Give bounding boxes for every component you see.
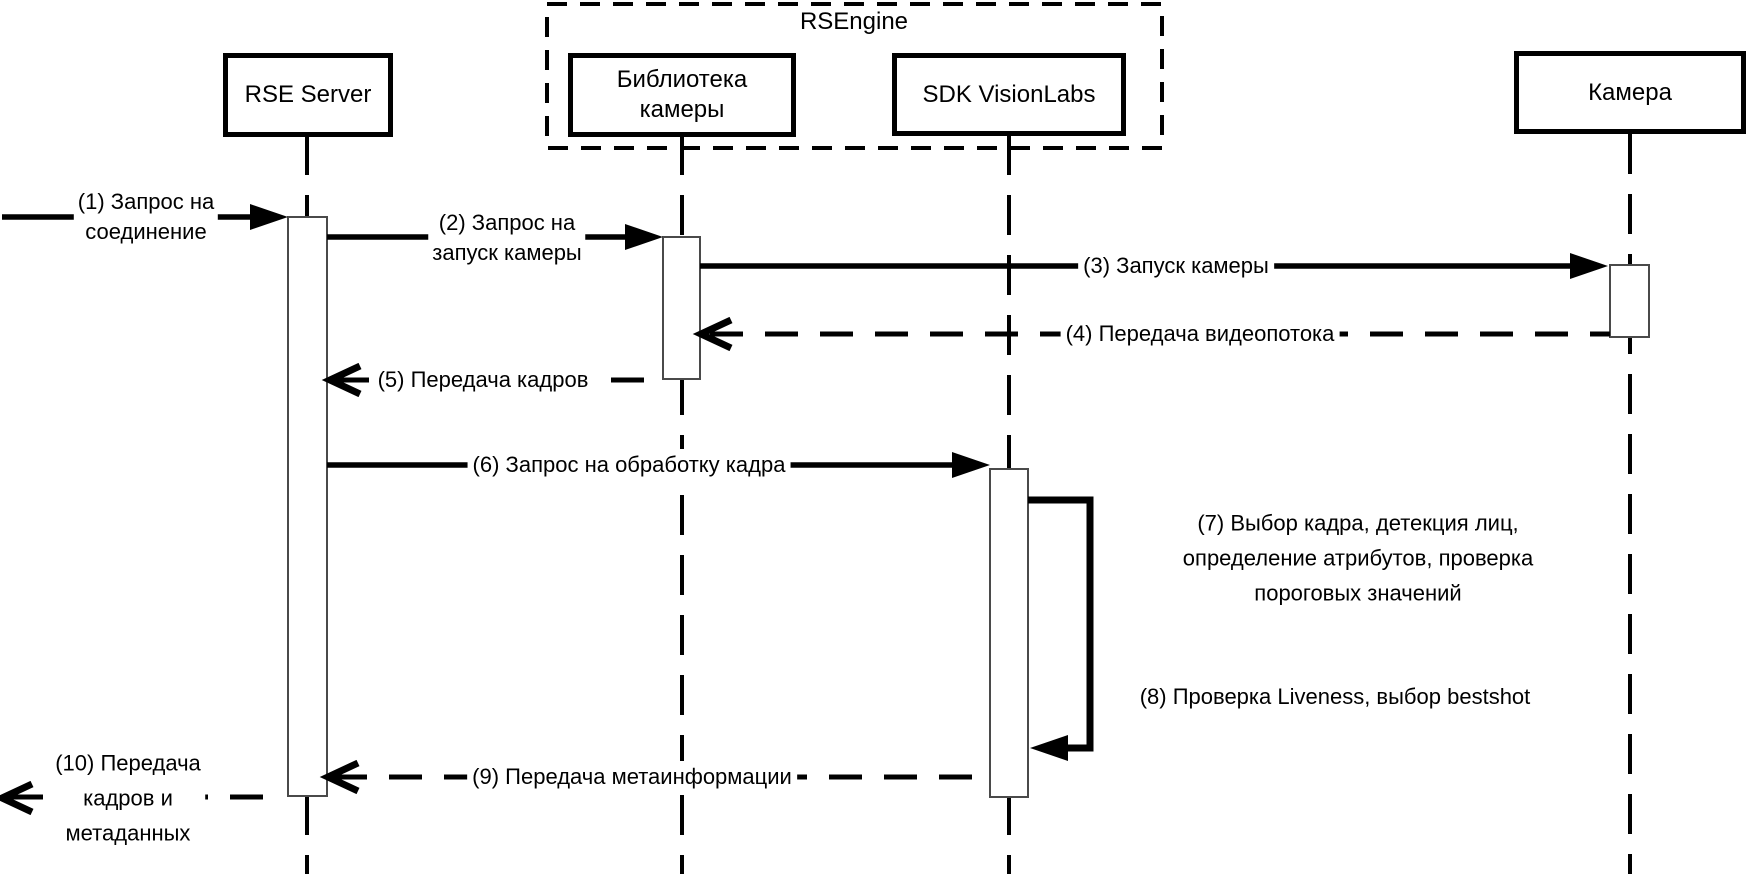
message-5-label: (5) Передача кадров [373, 364, 594, 396]
actor-rse-server [223, 53, 393, 137]
message-2-arrowhead [625, 224, 663, 250]
message-6-arrowhead [952, 452, 990, 478]
message-10-label-line2: кадров и [83, 785, 173, 811]
actor-camera [1514, 51, 1746, 134]
self-message-arrowhead [1030, 735, 1068, 761]
actor-camera-library [568, 53, 796, 137]
message-1-label [74, 187, 218, 247]
message-1-label-line1: (1) Запрос на [77, 189, 215, 214]
message-10-label-line3: метаданных [65, 820, 191, 846]
message-9-label: (9) Передача метаинформации [467, 761, 797, 793]
activation-bar-sdk-visionlabs [990, 469, 1028, 797]
activation-bar-rse-server [288, 217, 327, 796]
actor-camera-library-label-line1: Библиотека [616, 66, 748, 93]
message-3-arrowhead [1570, 253, 1608, 279]
message-7-label-line3: пороговых значений [1254, 580, 1462, 606]
message-1-arrowhead [250, 204, 288, 230]
activation-bar-camera-library [663, 237, 700, 379]
self-message-loop [1028, 500, 1090, 748]
message-6-label: (6) Запрос на обработку кадра [468, 449, 791, 481]
actor-sdk-visionlabs-label: SDK VisionLabs [922, 80, 1096, 108]
message-7-label-line1: (7) Выбор кадра, детекция лиц, [1197, 510, 1519, 536]
message-4-label: (4) Передача видеопотока [1061, 318, 1340, 350]
message-8-label: (8) Проверка Liveness, выбор bestshot [1139, 684, 1531, 709]
message-2-label-line2: запуск камеры [432, 240, 582, 265]
message-10-label [51, 746, 205, 851]
rsengine-frame-label: RSEngine [799, 8, 909, 35]
actor-camera-library-label-line2: камеры [639, 96, 725, 123]
message-3-label: (3) Запуск камеры [1078, 250, 1274, 282]
message-10-label-line1: (10) Передача [55, 750, 201, 776]
message-7-label [1183, 506, 1533, 611]
actor-rse-server-label: RSE Server [244, 81, 372, 108]
actor-camera-label: Камера [1588, 78, 1672, 106]
message-7-label-line2: определение атрибутов, проверка [1182, 545, 1534, 571]
message-1-label-line2: соединение [85, 219, 207, 244]
actor-sdk-visionlabs [892, 53, 1126, 136]
message-2-label [428, 208, 585, 268]
activation-bar-camera [1610, 265, 1649, 337]
message-2-label-line1: (2) Запрос на [438, 210, 576, 235]
